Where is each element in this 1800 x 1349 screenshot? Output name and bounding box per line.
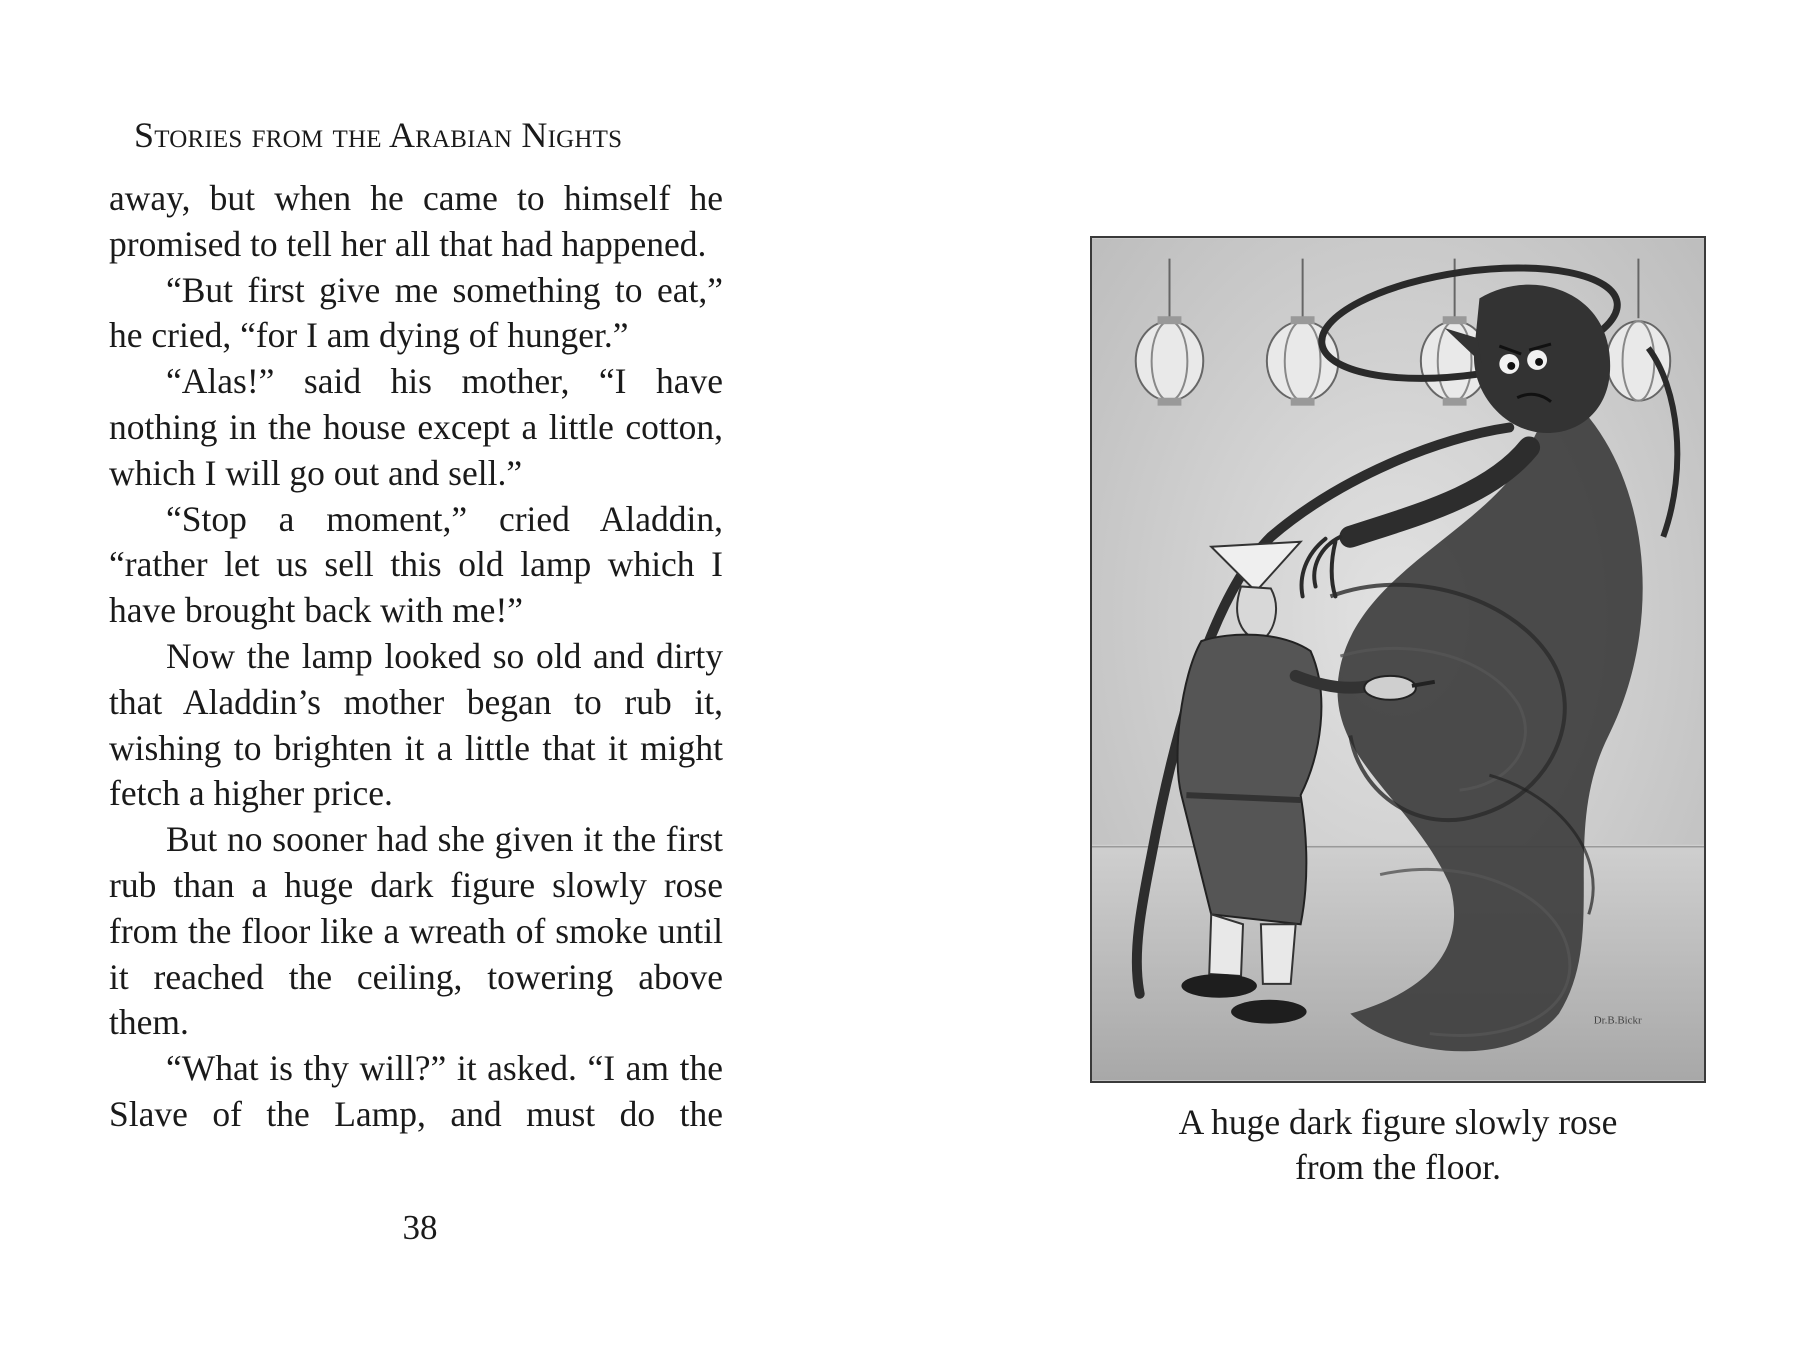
body-text <box>109 176 723 1138</box>
lamp-icon <box>1364 676 1416 700</box>
floor <box>1092 845 1704 1080</box>
paragraph: But no sooner had she given it the first rub than a huge dark figure slowly rose from the floor like a wreath of smoke until it reached the ceiling, towering above them. <box>109 819 723 1043</box>
running-head: Stories from the Arabian Nights <box>134 115 623 155</box>
genie-illustration <box>1092 238 1704 1081</box>
page-number: 38 <box>402 1208 438 1247</box>
paragraph: “What is thy will?” it asked. “I am the Slave of the Lamp, and must do the <box>109 1048 723 1134</box>
paragraph: away, but when he came to himself he promised to tell her all that had happened. <box>109 178 723 264</box>
paragraph: “Alas!” said his mother, “I have nothing in the house except a little cotton, which I will go out and sell.” <box>109 361 723 493</box>
caption-line: from the floor. <box>1294 1147 1502 1187</box>
caption-line: A huge dark figure slowly rose <box>1178 1102 1618 1142</box>
left-page <box>0 0 840 1349</box>
paragraph: “But first give me something to eat,” he cried, “for I am dying of hunger.” <box>109 269 723 356</box>
paragraph: Now the lamp looked so old and dirty that Aladdin’s mother began to rub it, wishing to brighten it a little that it might fetch a higher price. <box>109 635 723 814</box>
illustration-caption <box>1090 1100 1706 1190</box>
illustration-plate <box>1090 236 1706 1083</box>
artist-signature: Dr.B.Bickr <box>1593 1014 1642 1027</box>
paragraph: “Stop a moment,” cried Aladdin, “rather let us sell this old lamp which I have brought back with me!” <box>109 498 723 631</box>
